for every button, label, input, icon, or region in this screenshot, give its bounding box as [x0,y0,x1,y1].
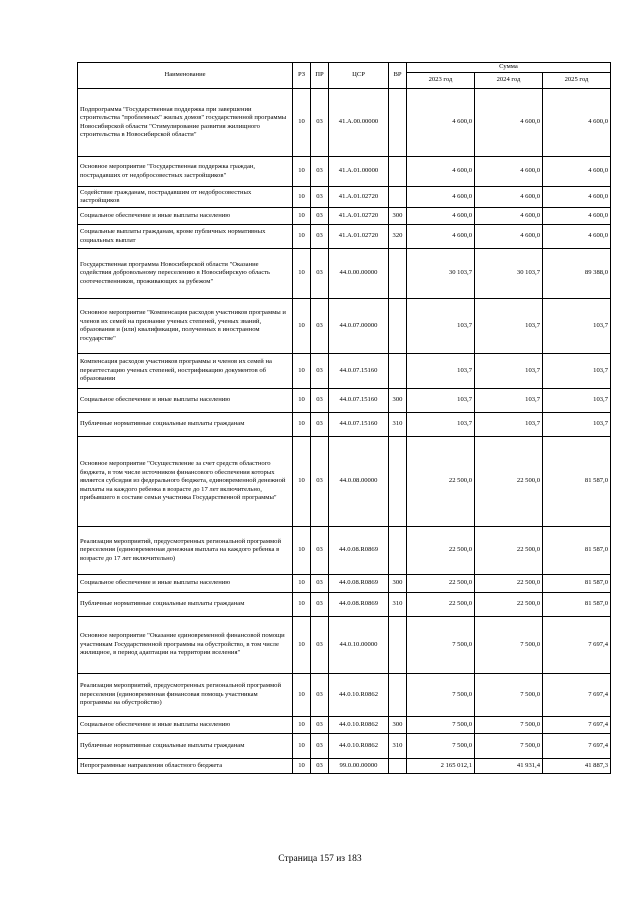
row-sum-2023: 4 600,0 [407,157,475,187]
row-sum-2023: 2 165 012,1 [407,759,475,774]
row-name: Публичные нормативные социальные выплаты гражданам [78,734,293,759]
row-pr: 03 [311,575,329,593]
row-sum-2025: 103,7 [543,389,611,413]
row-sum-2023: 7 500,0 [407,617,475,674]
row-csr: 44.0.07.15160 [329,354,389,389]
row-sum-2024: 4 600,0 [475,187,543,208]
row-sum-2025: 4 600,0 [543,89,611,157]
row-sum-2025: 81 587,0 [543,437,611,527]
row-vr: 310 [389,734,407,759]
row-pr: 03 [311,734,329,759]
row-sum-2023: 30 103,7 [407,249,475,299]
row-pr: 03 [311,157,329,187]
row-sum-2024: 103,7 [475,354,543,389]
row-vr [389,354,407,389]
row-rz: 10 [293,437,311,527]
row-csr: 41.А.01.02720 [329,225,389,249]
table-row [78,389,611,413]
header-name: Наименование [78,63,293,89]
row-name: Публичные нормативные социальные выплаты гражданам [78,413,293,437]
row-csr: 44.0.07.00000 [329,299,389,354]
row-rz: 10 [293,187,311,208]
row-sum-2025: 81 587,0 [543,575,611,593]
row-rz: 10 [293,734,311,759]
row-rz: 10 [293,225,311,249]
row-sum-2025: 89 388,0 [543,249,611,299]
row-rz: 10 [293,527,311,575]
row-sum-2024: 41 931,4 [475,759,543,774]
row-sum-2024: 103,7 [475,299,543,354]
table-row [78,527,611,575]
row-sum-2024: 7 500,0 [475,734,543,759]
budget-table [77,62,611,774]
row-sum-2023: 22 500,0 [407,575,475,593]
header-2025: 2025 год [543,73,611,89]
row-vr [389,187,407,208]
row-pr: 03 [311,225,329,249]
row-sum-2024: 7 500,0 [475,617,543,674]
header-csr: ЦСР [329,63,389,89]
row-name: Реализация мероприятий, предусмотренных региональной программой переселения (единовременная денежная выплата на каждого ребенка в возрасте до 17 лет включительно) [78,527,293,575]
table-row [78,413,611,437]
row-csr: 44.0.08.R0869 [329,593,389,617]
row-name: Основное мероприятие "Оказание единовременной финансовой помощи участникам Государственной программы на обустройство, в том числе жилищное, в период адаптации на территории вселения" [78,617,293,674]
row-pr: 03 [311,187,329,208]
row-sum-2025: 41 887,3 [543,759,611,774]
row-pr: 03 [311,759,329,774]
row-pr: 03 [311,717,329,734]
table-row [78,354,611,389]
row-rz: 10 [293,674,311,717]
row-name: Основное мероприятие "Государственная поддержка граждан, пострадавших от недобросовестных застройщиков" [78,157,293,187]
row-rz: 10 [293,593,311,617]
row-sum-2025: 103,7 [543,413,611,437]
row-sum-2025: 4 600,0 [543,187,611,208]
header-pr: ПР [311,63,329,89]
row-vr [389,249,407,299]
row-pr: 03 [311,617,329,674]
row-sum-2024: 7 500,0 [475,674,543,717]
row-vr: 320 [389,225,407,249]
row-sum-2025: 4 600,0 [543,225,611,249]
row-rz: 10 [293,759,311,774]
row-rz: 10 [293,299,311,354]
row-csr: 44.0.08.R0869 [329,527,389,575]
table-row [78,575,611,593]
row-sum-2024: 4 600,0 [475,157,543,187]
table-row [78,225,611,249]
row-sum-2024: 4 600,0 [475,89,543,157]
row-vr: 300 [389,389,407,413]
row-pr: 03 [311,208,329,225]
row-name: Социальное обеспечение и иные выплаты населению [78,717,293,734]
row-pr: 03 [311,249,329,299]
row-sum-2023: 4 600,0 [407,187,475,208]
row-rz: 10 [293,157,311,187]
header-2024: 2024 год [475,73,543,89]
header-sums: Сумма [407,63,611,73]
row-sum-2023: 4 600,0 [407,208,475,225]
row-rz: 10 [293,575,311,593]
row-sum-2025: 103,7 [543,299,611,354]
row-name: Социальное обеспечение и иные выплаты населению [78,389,293,413]
row-sum-2023: 22 500,0 [407,437,475,527]
row-csr: 41.А.01.02720 [329,187,389,208]
row-sum-2023: 4 600,0 [407,89,475,157]
row-name: Содействие гражданам, пострадавшим от недобросовестных застройщиков [78,187,293,208]
row-csr: 44.0.08.00000 [329,437,389,527]
row-csr: 41.А.00.00000 [329,89,389,157]
row-pr: 03 [311,299,329,354]
row-name: Социальное обеспечение и иные выплаты населению [78,208,293,225]
row-sum-2023: 22 500,0 [407,527,475,575]
row-name: Реализация мероприятий, предусмотренных региональной программой переселения (единовременная финансовая помощь участникам программы на обустройство) [78,674,293,717]
row-vr [389,437,407,527]
row-vr [389,157,407,187]
table-row [78,617,611,674]
row-csr: 44.0.10.R0862 [329,717,389,734]
row-sum-2023: 103,7 [407,299,475,354]
table-row [78,157,611,187]
row-pr: 03 [311,527,329,575]
row-name: Государственная программа Новосибирской области "Оказание содействия добровольному переселению в Новосибирскую область соотечественников, проживающих за рубежом" [78,249,293,299]
row-sum-2025: 4 600,0 [543,157,611,187]
row-pr: 03 [311,89,329,157]
row-name: Основное мероприятие "Осуществление за счет средств областного бюджета, в том числе источником финансового обеспечения которых является субсидия из федерального бюджета, единовременной денежной выплаты на каждого ребенка в возрасте до 17 лет включительно, прибывшего в составе семьи участника Государственной программы" [78,437,293,527]
row-csr: 41.А.01.02720 [329,208,389,225]
row-sum-2025: 7 697,4 [543,674,611,717]
row-rz: 10 [293,208,311,225]
header-2023: 2023 год [407,73,475,89]
row-csr: 44.0.07.15160 [329,389,389,413]
row-csr: 44.0.07.15160 [329,413,389,437]
row-rz: 10 [293,249,311,299]
row-sum-2025: 7 697,4 [543,717,611,734]
table-row [78,593,611,617]
page-number: Страница 157 из 183 [278,854,362,864]
row-pr: 03 [311,413,329,437]
table-row [78,674,611,717]
row-sum-2023: 7 500,0 [407,734,475,759]
row-name: Социальное обеспечение и иные выплаты населению [78,575,293,593]
row-vr [389,759,407,774]
row-vr [389,89,407,157]
row-sum-2024: 7 500,0 [475,717,543,734]
row-sum-2023: 7 500,0 [407,717,475,734]
row-sum-2023: 4 600,0 [407,225,475,249]
row-csr: 44.0.10.R0862 [329,734,389,759]
row-name: Социальные выплаты гражданам, кроме публичных нормативных социальных выплат [78,225,293,249]
row-sum-2023: 7 500,0 [407,674,475,717]
header-rz: РЗ [293,63,311,89]
table-row [78,187,611,208]
row-sum-2024: 4 600,0 [475,225,543,249]
table-row [78,208,611,225]
table-row [78,759,611,774]
row-sum-2025: 81 587,0 [543,593,611,617]
table-row [78,249,611,299]
row-sum-2024: 22 500,0 [475,575,543,593]
row-csr: 44.0.08.R0869 [329,575,389,593]
row-sum-2025: 7 697,4 [543,617,611,674]
row-sum-2024: 30 103,7 [475,249,543,299]
row-sum-2024: 22 500,0 [475,527,543,575]
table-row [78,734,611,759]
row-vr: 310 [389,413,407,437]
row-sum-2024: 103,7 [475,389,543,413]
row-vr: 300 [389,717,407,734]
row-csr: 44.0.10.00000 [329,617,389,674]
row-sum-2024: 22 500,0 [475,593,543,617]
row-rz: 10 [293,389,311,413]
row-pr: 03 [311,437,329,527]
row-vr: 300 [389,208,407,225]
row-pr: 03 [311,354,329,389]
row-rz: 10 [293,89,311,157]
row-vr: 300 [389,575,407,593]
row-pr: 03 [311,593,329,617]
table-row [78,717,611,734]
row-vr [389,299,407,354]
row-sum-2025: 4 600,0 [543,208,611,225]
row-csr: 44.0.10.R0862 [329,674,389,717]
row-vr: 310 [389,593,407,617]
row-sum-2025: 81 587,0 [543,527,611,575]
row-vr [389,527,407,575]
row-sum-2024: 103,7 [475,413,543,437]
row-csr: 99.0.00.00000 [329,759,389,774]
row-sum-2023: 103,7 [407,413,475,437]
table-row [78,89,611,157]
row-vr [389,617,407,674]
row-name: Основное мероприятие "Компенсация расходов участников программы и членов их семей на признание ученых степеней, ученых званий, образования и (или) квалификации, полученных в иностранном государстве" [78,299,293,354]
table-row [78,437,611,527]
row-sum-2024: 4 600,0 [475,208,543,225]
row-name: Подпрограмма "Государственная поддержка при завершении строительства "проблемных" жилых домов" государственной программы Новосибирской области "Стимулирование развития жилищного строительства в Новосибирской области" [78,89,293,157]
header-vr: ВР [389,63,407,89]
row-sum-2023: 103,7 [407,389,475,413]
row-rz: 10 [293,617,311,674]
row-name: Публичные нормативные социальные выплаты гражданам [78,593,293,617]
row-sum-2023: 22 500,0 [407,593,475,617]
row-vr [389,674,407,717]
row-rz: 10 [293,354,311,389]
row-sum-2025: 7 697,4 [543,734,611,759]
row-name: Непрограммные направления областного бюджета [78,759,293,774]
row-csr: 41.А.01.00000 [329,157,389,187]
row-rz: 10 [293,413,311,437]
row-pr: 03 [311,674,329,717]
row-csr: 44.0.00.00000 [329,249,389,299]
table-row [78,299,611,354]
row-sum-2024: 22 500,0 [475,437,543,527]
row-rz: 10 [293,717,311,734]
row-name: Компенсация расходов участников программы и членов их семей на переаттестацию ученых степеней, нострификацию документов об образовании [78,354,293,389]
table-body [78,89,611,774]
row-sum-2025: 103,7 [543,354,611,389]
row-pr: 03 [311,389,329,413]
row-sum-2023: 103,7 [407,354,475,389]
